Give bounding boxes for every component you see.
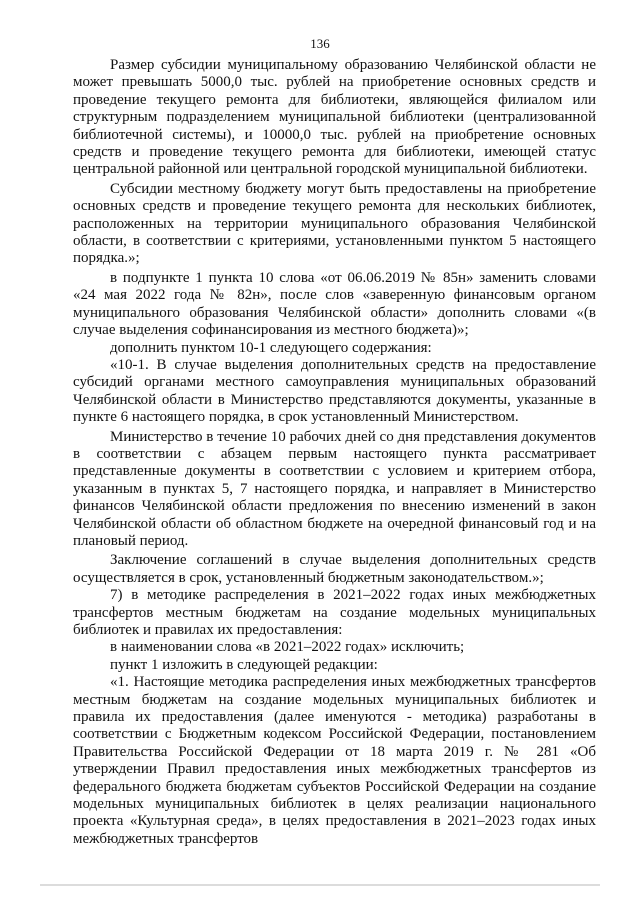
paragraph-multiple-libraries: Субсидии местному бюджету могут быть предоставлены на приобретение основных средств и проведение текущего ремонта для нескольких библиотек, расположенных на территории муниципального образования Челябинской области, в соответствии с критериями, установленными пунктом 5 настоящего порядка.»; — [73, 180, 596, 267]
paragraph-item-7: 7) в методике распределения в 2021–2022 годах иных межбюджетных трансфертов местным бюджетам на создание модельных муниципальных библиотек и правилах их предоставления: — [73, 587, 596, 638]
scan-edge-line — [40, 884, 600, 886]
page-number: 136 — [310, 36, 330, 51]
paragraph-point-1-intro: пункт 1 изложить в следующей редакции: — [110, 656, 378, 673]
paragraph-point-1-text: «1. Настоящие методика распределения иных межбюджетных трансфертов местным бюджетам на создание модельных муниципальных библиотек и правила их предоставления (далее именуются - методика) разработаны в соответствии с Бюджетным кодексом Российской Федерации, постановлением Правительства Российской Федерации от 18 марта 2019 г. № 281 «Об утверждении Правил предоставления иных межбюджетных трансфертов из федерального бюджета бюджетам субъектов Российской Федерации на создание модельных муниципальных библиотек в целях реализации национального проекта «Культурная среда», в целях предоставления в 2021–2023 годах иных межбюджетных трансфертов — [73, 674, 596, 847]
paragraph-subsidy-limit: Размер субсидии муниципальному образованию Челябинской области не может превышать 5000,0 тыс. рублей на приобретение основных средств и проведение текущего ремонта для библиотеки, являющейся филиалом или структурным подразделением муниципальной библиотеки (централизованной библиотечной системы), и 10000,0 тыс. рублей на приобретение основных средств и проведение текущего ремонта для библиотеки, имеющей статус центральной районной или центральной городской муниципальной библиотеки. — [73, 57, 596, 178]
paragraph-point-10-1: «10-1. В случае выделения дополнительных средств на предоставление субсидий органами местного самоуправления муниципальных образований Челябинской области в Министерство представляются документы, указанные в пункте 6 настоящего порядка, в срок установленный Министерством. — [73, 356, 596, 426]
paragraph-subpoint-1-point-10: в подпункте 1 пункта 10 слова «от 06.06.2019 № 85н» заменить словами «24 мая 2022 года № 82н», после слов «заверенную финансовым органом муниципального образования Челябинской области» дополнить словами «(в случае выделения софинансирования из местного бюджета)»; — [73, 269, 596, 339]
paragraph-add-point-10-1: дополнить пунктом 10-1 следующего содержания: — [110, 339, 432, 356]
paragraph-agreements: Заключение соглашений в случае выделения дополнительных средств осуществляется в срок, установленный бюджетным законодательством.»; — [73, 552, 596, 586]
document-body — [73, 57, 596, 848]
paragraph-ministry-review: Министерство в течение 10 рабочих дней со дня представления документов в соответствии с абзацем первым настоящего пункта рассматривает представленные документы в соответствии с условием и критерием отбора, указанным в пунктах 5, 7 настоящего порядка, и направляет в Министерство финансов Челябинской области предложения по внесению изменений в закон Челябинской области об областном бюджете на очередной финансовый год и на плановый период. — [73, 428, 596, 549]
paragraph-name-change: в наименовании слова «в 2021–2022 годах» исключить; — [110, 639, 465, 656]
